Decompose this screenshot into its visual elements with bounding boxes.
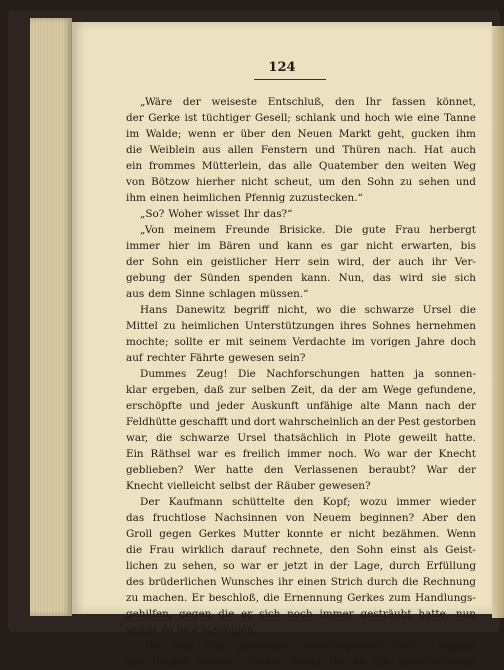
text-line: „Wäre der weiseste Entschluß, den Ihr fassen könnet, — [140, 96, 476, 108]
text-line: die Weiblein aus allen Fenstern und Thüren nach. Hat auch — [126, 144, 476, 156]
text-line: aus dem Sinne schlagen müssen.“ — [126, 288, 309, 300]
text-line: im Walde; wenn er über den Neuen Markt geht, gucken ihm — [126, 128, 476, 140]
text-line: der Bäcker wieder. „Sicher denkt Ihr an die bevorstehende — [126, 656, 476, 668]
text-line: klar ergeben, daß zur selben Zeit, da der am Wege gefundene, — [126, 384, 476, 396]
text-line: auf rechter Fährte gewesen sein? — [126, 352, 306, 364]
page-number: 124 — [268, 60, 296, 75]
text-line: erschöpfte und jeder Auskunft unfähige alte Mann nach der — [126, 400, 476, 412]
text-line: der Sohn ein geistlicher Herr sein wird, der auch ihr Ver- — [126, 256, 476, 268]
text-line: Mittel zu heimlichen Unterstützungen ihres Sohnes hernehmen — [126, 320, 476, 332]
page-number-rule — [254, 79, 326, 80]
text-line: der Gerke ist tüchtiger Gesell; schlank und hoch wie eine Tanne — [126, 112, 476, 124]
text-line: Feldhütte geschafft und dort wahrscheinlich an der Pest gestorben — [126, 416, 476, 428]
text-line: ein frommes Mütterlein, das alle Quatember den weiten Weg — [126, 160, 476, 172]
text-line: gebung der Sünden spenden kann. Nun, das wird sie sich — [126, 272, 476, 284]
text-line: Der Kaufmann schüttelte den Kopf; wozu immer wieder — [140, 496, 476, 508]
page-edges — [30, 18, 72, 616]
text-line: Knecht vielleicht selbst der Räuber gewesen? — [126, 480, 371, 492]
text-line: die Frau wirklich darauf rechnete, den Sohn einst als Geist- — [126, 544, 476, 556]
text-line: Dummes Zeug! Die Nachforschungen hatten ja sonnen- — [140, 368, 476, 380]
text-line: „So? Woher wisset Ihr das?“ — [140, 208, 293, 220]
book-page — [72, 22, 492, 668]
text-line: geblieben? Wer hatte den Verlassenen beraubt? War der — [126, 464, 476, 476]
text-line: zu machen. Er beschloß, die Ernennung Gerkes zum Handlungs- — [126, 592, 476, 604]
text-line: lichen zu sehen, so war er jetzt in der Lage, durch Erfüllung — [126, 560, 476, 572]
text-line: „Von meinem Freunde Brisicke. Die gute Frau herbergt — [140, 224, 476, 236]
text-line: ihm einen heimlichen Pfennig zuzustecken.“ — [126, 192, 363, 204]
text-line: des brüderlichen Wunsches ihr einen Strich durch die Rechnung — [126, 576, 476, 588]
text-line: „Ihr seid still geworden, hochmögender Herr,“ begann — [140, 640, 476, 652]
page-text — [126, 94, 476, 670]
text-line: war, die schwarze Ursel thatsächlich in Plote geweilt hatte. — [126, 432, 476, 444]
text-line: von Bötzow hierher nicht scheut, um den Sohn zu sehen und — [126, 176, 476, 188]
text-line: gehilfen, gegen die er sich noch immer gesträubt hatte, nun — [126, 608, 476, 620]
text-line: Hans Danewitz begriff nicht, wo die schwarze Ursel die — [140, 304, 476, 316]
text-line: Ein Räthsel war es freilich immer noch. Wo war der Knecht — [126, 448, 476, 460]
right-page-edges — [492, 26, 504, 618]
text-line: das fruchtlose Nachsinnen von Neuem beginnen? Aber den — [126, 512, 476, 524]
text-line: immer hier im Bären und kann es gar nicht erwarten, bis — [126, 240, 476, 252]
text-line: Groll gegen Gerkes Mutter konnte er nicht bezähmen. Wenn — [126, 528, 476, 540]
text-line: mochte; sollte er mit seinem Verdachte im vorigen Jahre doch — [126, 336, 476, 348]
text-line: selbst zu beschleunigen. — [126, 624, 257, 636]
